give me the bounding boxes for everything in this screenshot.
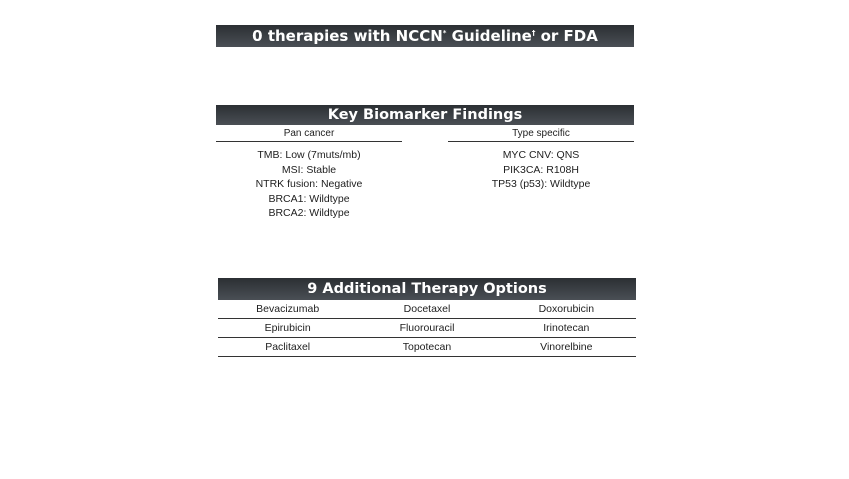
therapy-cell: Irinotecan [497,319,636,338]
banner-text-3: or FDA approval [387,27,598,67]
type-specific-heading: Type specific [512,128,570,139]
biomarker-section-title: Key Biomarker Findings [216,105,634,125]
biomarker-item: BRCA2: Wildtype [268,207,350,219]
therapy-cell: Docetaxel [357,300,496,319]
banner-text-1: 0 therapies with NCCN [252,27,443,45]
biomarker-item: MYC CNV: QNS [502,149,580,161]
biomarker-item: NTRK fusion: Negative [255,178,363,190]
guideline-footnote-mark: † [531,29,536,37]
biomarker-item: PIK3CA: R108H [503,163,579,176]
table-row [218,338,636,357]
table-row [218,319,636,338]
pan-cancer-column [216,128,402,221]
therapy-count-banner [216,25,634,67]
table-row [218,300,636,319]
banner-text-2: Guideline [446,27,532,45]
type-specific-column [448,128,634,192]
therapy-cell: Paclitaxel [218,338,357,357]
biomarker-item: MSI: Stable [281,163,337,176]
therapy-cell: Doxorubicin [497,300,636,319]
pan-cancer-heading: Pan cancer [283,128,335,139]
therapy-options-title: 9 Additional Therapy Options [218,278,636,300]
biomarker-item: BRCA1: Wildtype [268,192,350,205]
therapy-cell: Epirubicin [218,319,357,338]
biomarker-item: TMB: Low (7muts/mb) [257,149,361,161]
therapy-options-table [218,300,636,357]
nccn-footnote-mark: * [442,29,447,37]
biomarker-item: TP53 (p53): Wildtype [491,178,591,190]
type-specific-divider [448,141,634,142]
therapy-cell: Fluorouracil [357,319,496,338]
pan-cancer-divider [216,141,402,142]
therapy-cell: Bevacizumab [218,300,357,319]
therapy-cell: Vinorelbine [497,338,636,357]
therapy-cell: Topotecan [357,338,496,357]
